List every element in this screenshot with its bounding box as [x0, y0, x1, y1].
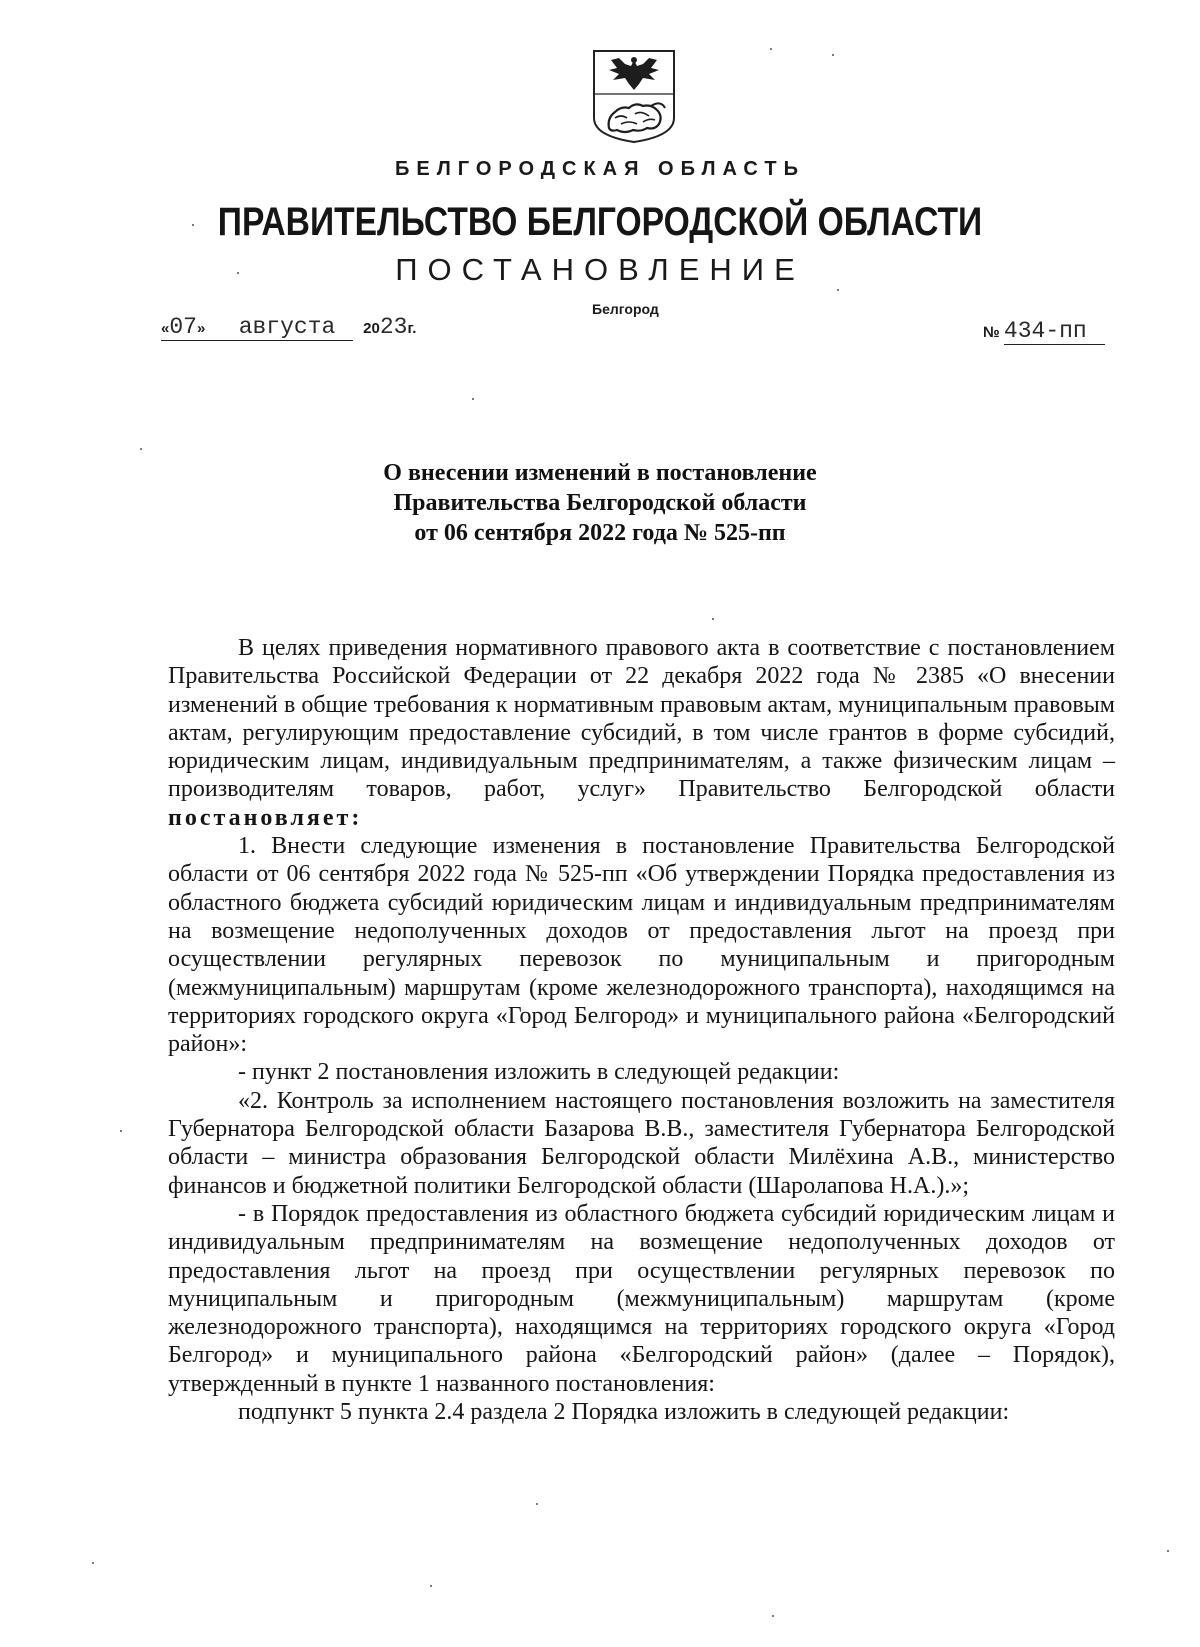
region-name: БЕЛГОРОДСКАЯ ОБЛАСТЬ	[395, 158, 805, 180]
coat-of-arms-emblem	[591, 48, 677, 144]
scan-speck	[772, 1615, 774, 1617]
date-year-suffix: 23	[379, 314, 408, 340]
government-name: ПРАВИТЕЛЬСТВО БЕЛГОРОДСКОЙ ОБЛАСТИ	[217, 200, 983, 244]
paragraph-subitem-5: подпункт 5 пункта 2.4 раздела 2 Порядка изложить в следующей редакции:	[238, 1399, 1010, 1426]
preamble-text: В целях приведения нормативного правового акта в соответствие с постановлением Правительства Российской Федерации от 22 декабря 2022 года № 2385 «О внесении изменений в общие требования к нормативным правовым актам, муниципальным правовым актам, регулирующим предоставление субсидий, в том числе грантов в форме субсидий, юридическим лицам, индивидуальным предпринимателям, а также физическим лицам – производителям товаров, работ, услуг» Правительство Белгородской области	[168, 635, 1115, 803]
scan-speck	[192, 224, 194, 226]
city-name: Белгород	[592, 301, 659, 317]
paragraph-control-clause: «2. Контроль за исполнением настоящего постановления возложить на заместителя Губернатора Белгородской области Базарова В.В., заместителя Губернатора Белгородской области – министра образования Белгородской области Милёхина А.В., министерство финансов и бюджетной политики Белгородской области (Шаролапова Н.А.).»;	[168, 1087, 1115, 1199]
scan-speck	[832, 54, 834, 56]
scan-speck	[92, 1562, 94, 1564]
date-open-quote: «	[161, 320, 170, 337]
scan-speck	[770, 48, 772, 50]
scan-speck	[536, 1503, 538, 1505]
title-line: О внесении изменений в постановление	[383, 460, 817, 486]
date-year-unit: г.	[407, 320, 417, 337]
title-line: от 06 сентября 2022 года № 525-пп	[414, 520, 786, 546]
document-type: ПОСТАНОВЛЕНИЕ	[395, 252, 805, 287]
date-month: августа	[238, 314, 336, 340]
number-value: 434-пп	[1004, 318, 1105, 345]
paragraph-procedure-changes: - в Порядок предоставления из областного бюджета субсидий юридическим лицам и индивидуальным предпринимателям на возмещение недополученных доходов от предоставления льгот на проезд при осуществлении регулярных перевозок по муниципальным и пригородным (межмуниципальным) маршрутам (кроме железнодорожного транспорта), находящимся на территориях городского округа «Город Белгород» и муниципального района «Белгородский район» (далее – Порядок), утвержденный в пункте 1 названного постановления:	[168, 1200, 1115, 1397]
scan-speck	[1167, 1550, 1169, 1552]
scan-speck	[472, 398, 474, 400]
resolution-keyword: постановляет:	[168, 804, 363, 831]
date-month-field	[221, 314, 353, 341]
document-title	[0, 458, 1200, 548]
scan-speck	[120, 1130, 122, 1132]
paragraph-preamble	[168, 634, 1115, 832]
scan-speck	[237, 272, 239, 274]
document-body	[168, 634, 1115, 1426]
date-day-field	[161, 314, 221, 341]
scan-speck	[712, 618, 714, 620]
title-line: Правительства Белгородской области	[393, 490, 807, 516]
scan-speck	[430, 1585, 432, 1587]
date-year-prefix: 20	[363, 320, 380, 337]
paragraph-item-1: 1. Внести следующие изменения в постановление Правительства Белгородской области от 06 сентября 2022 года № 525-пп «Об утверждении Порядка предоставления из областного бюджета субсидий юридическим лицам и индивидуальным предпринимателям на возмещение недополученных доходов от предоставления льгот на проезд при осуществлении регулярных перевозок по муниципальным и пригородным (межмуниципальным) маршрутам (кроме железнодорожного транспорта), находящимся на территориях городского округа «Город Белгород» и муниципального района «Белгородский район»:	[168, 833, 1115, 1058]
paragraph-item-2-intro: - пункт 2 постановления изложить в следующей редакции:	[238, 1059, 840, 1086]
scan-speck	[837, 289, 839, 291]
date-close-quote: »	[196, 320, 206, 337]
document-date	[161, 314, 416, 341]
number-prefix: №	[983, 324, 1000, 341]
document-number	[983, 318, 1105, 345]
scan-speck	[140, 448, 142, 450]
date-day: 07	[169, 314, 197, 340]
